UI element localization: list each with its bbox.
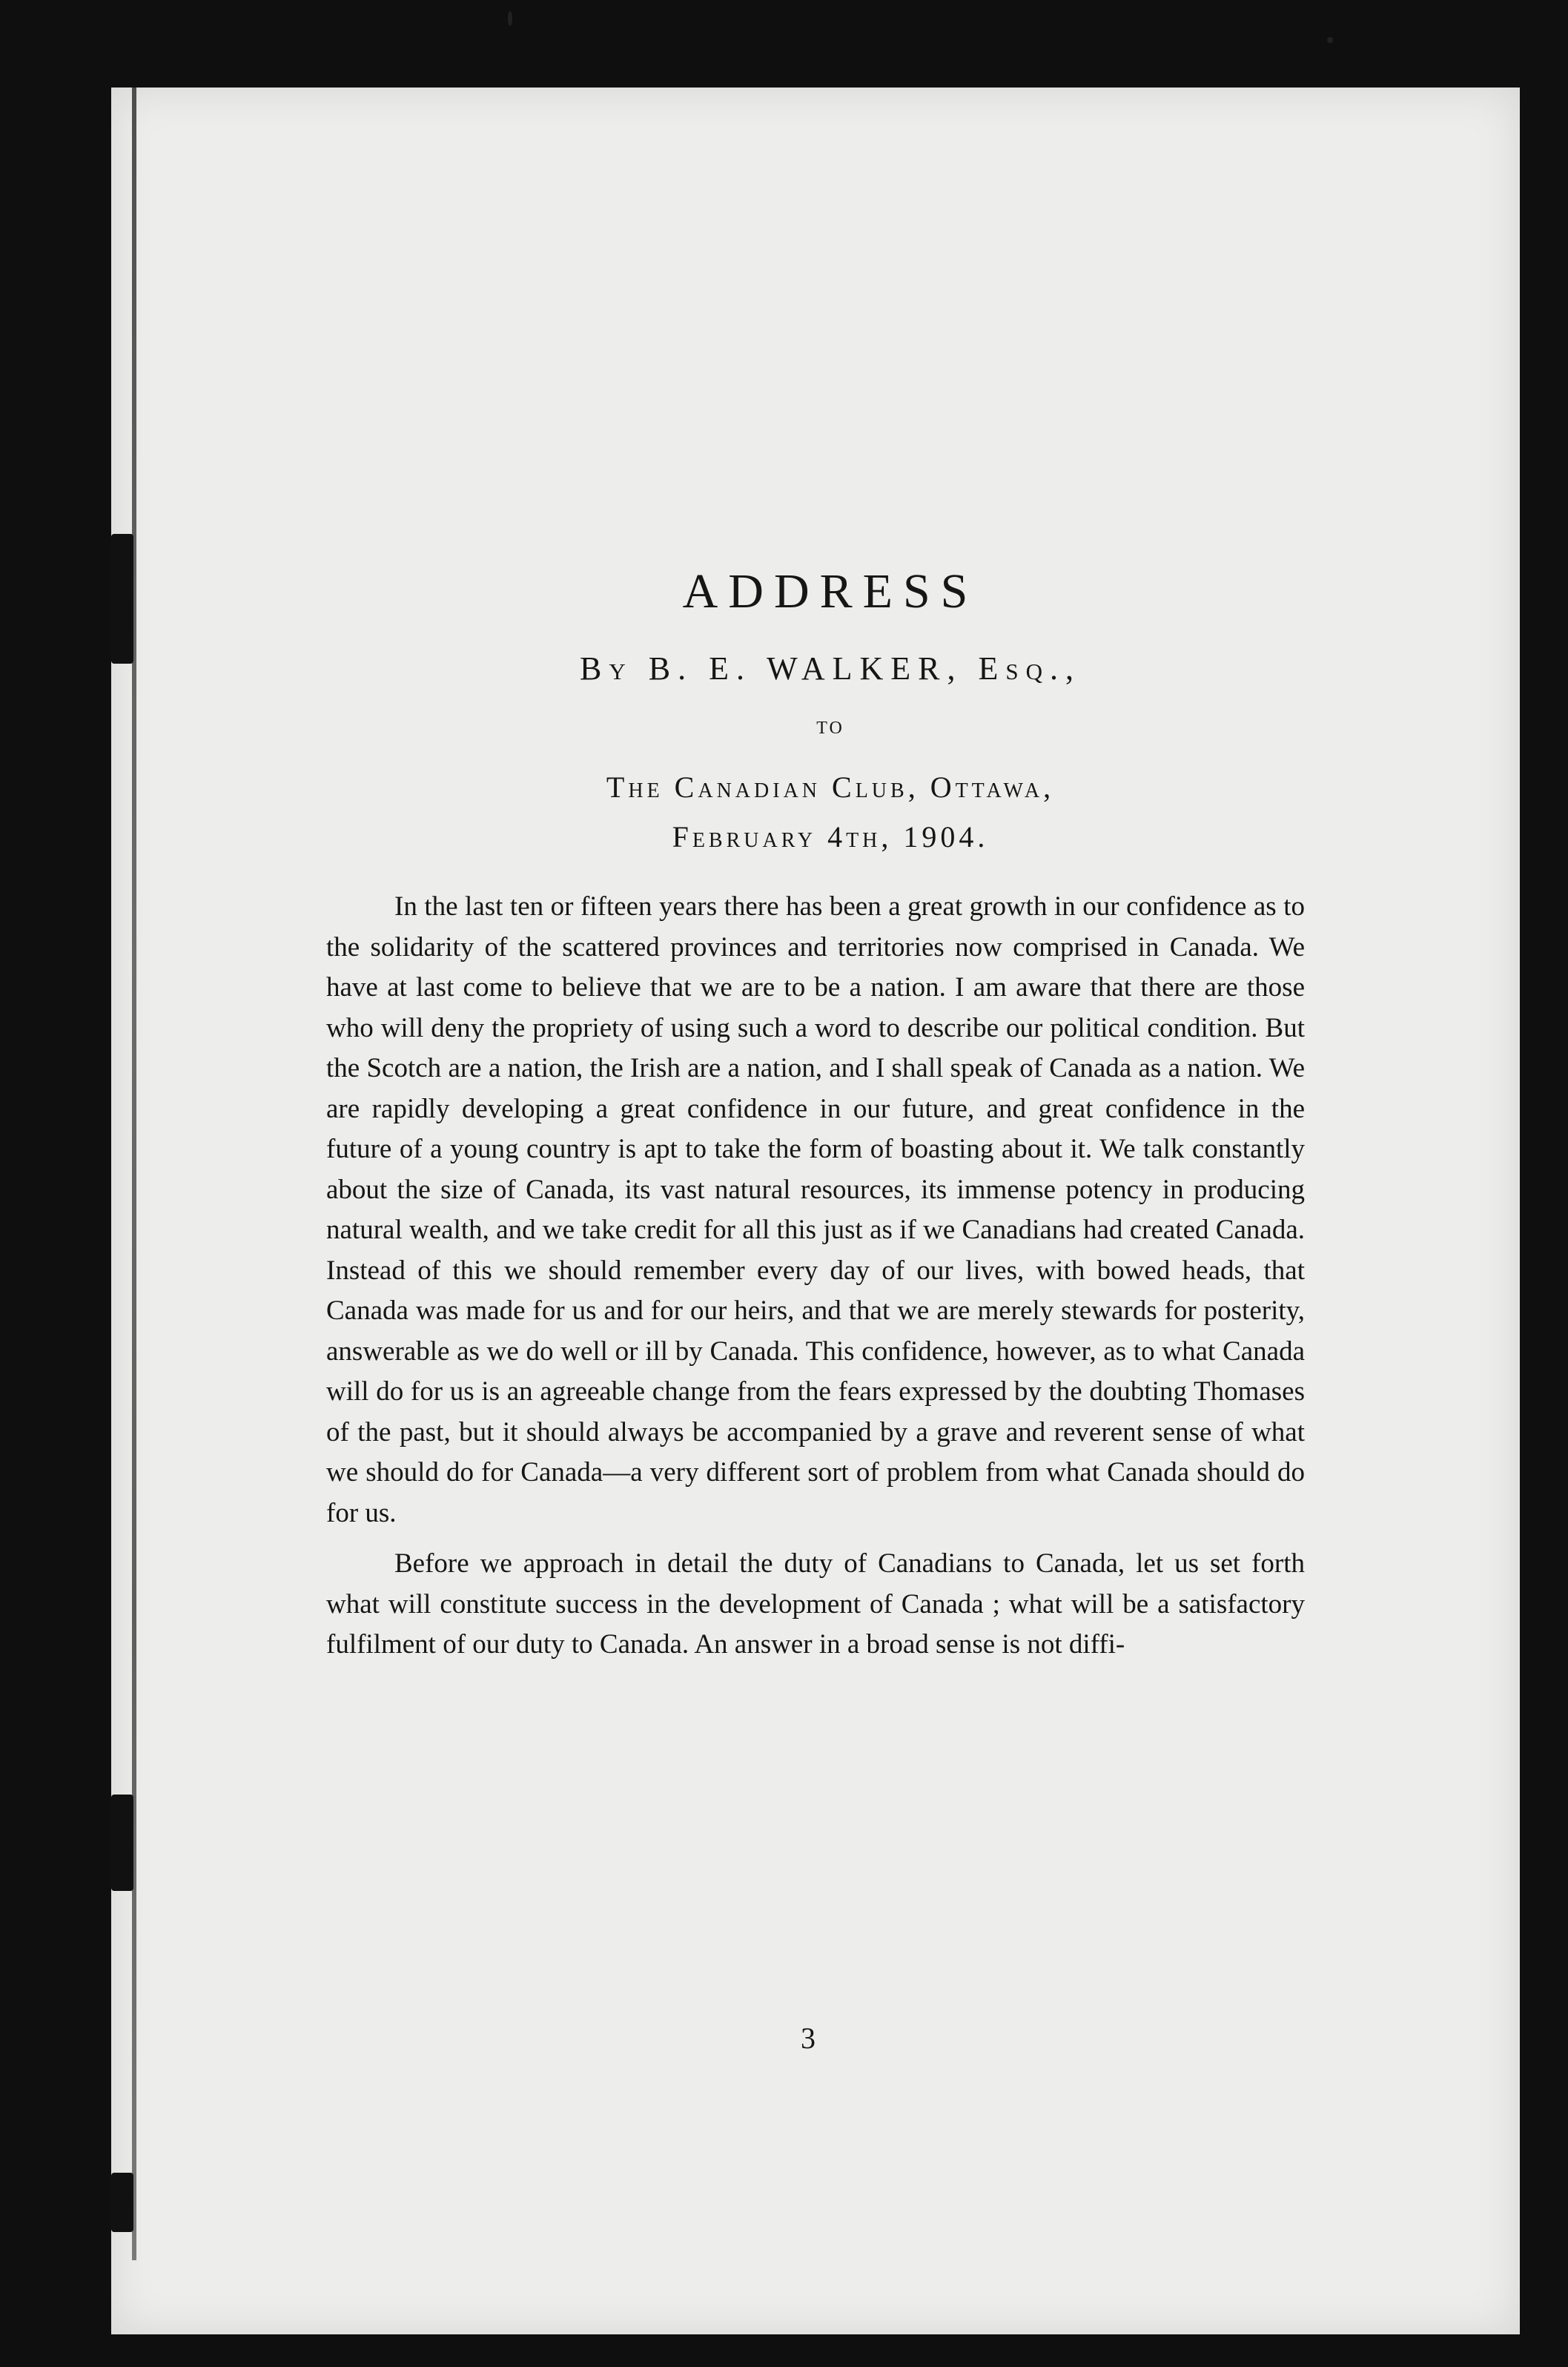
document-title: ADDRESS [682, 564, 979, 618]
body-paragraph: In the last ten or fifteen years there has been a great growth in our confidence as to the solidarity of the scattered provinces and territories now comprised in Canada. We have at last come to believe that we are to be a nation. I am aware that there are those who will deny the propriety of using such a word to describe our political condition. But the Scotch are a nation, the Irish are a nation, and I shall speak of Canada as a nation. We are rapidly developing a great confidence in our future, and great confidence in the future of a young country is apt to take the form of boasting about it. We talk constantly about the size of Canada, its vast natural resources, its immense potency in producing natural wealth, and we take credit for all this just as if we Canadians had created Canada. Instead of this we should remember every day of our lives, with bowed heads, that Canada was made for us and for our heirs, and that we are merely stewards for posterity, answerable as we do well or ill by Canada. This confidence, however, as to what Canada will do for us is an agreeable change from the fears expressed by the doubting Thomases of the past, but it should always be accompanied by a grave and reverent sense of what we should do for Canada—a very different sort of problem from what Canada should do for us. [326, 891, 1305, 1528]
addressed-to-label: TO [816, 719, 844, 738]
venue-line: The Canadian Club, Ottawa, [606, 770, 1055, 804]
scan-speck [508, 11, 512, 26]
document-body [326, 564, 1305, 1666]
date-line: February 4th, 1904. [672, 820, 989, 854]
page-number: 3 [801, 2021, 816, 2055]
binding-clip [111, 1795, 133, 1891]
binding-clip [111, 534, 133, 664]
author-byline: By B. E. WALKER, Esq., [580, 650, 1081, 687]
page-binding-edge [132, 88, 136, 2260]
body-paragraph: Before we approach in detail the duty of Canadians to Canada, let us set forth what will constitute success in the development of Canada ; what will be a satisfactory fulfilment of our duty to Canada. An answer in a broad sense is not diffi- [326, 1548, 1305, 1660]
binding-clip [111, 2173, 133, 2232]
scan-speck [1327, 37, 1333, 43]
